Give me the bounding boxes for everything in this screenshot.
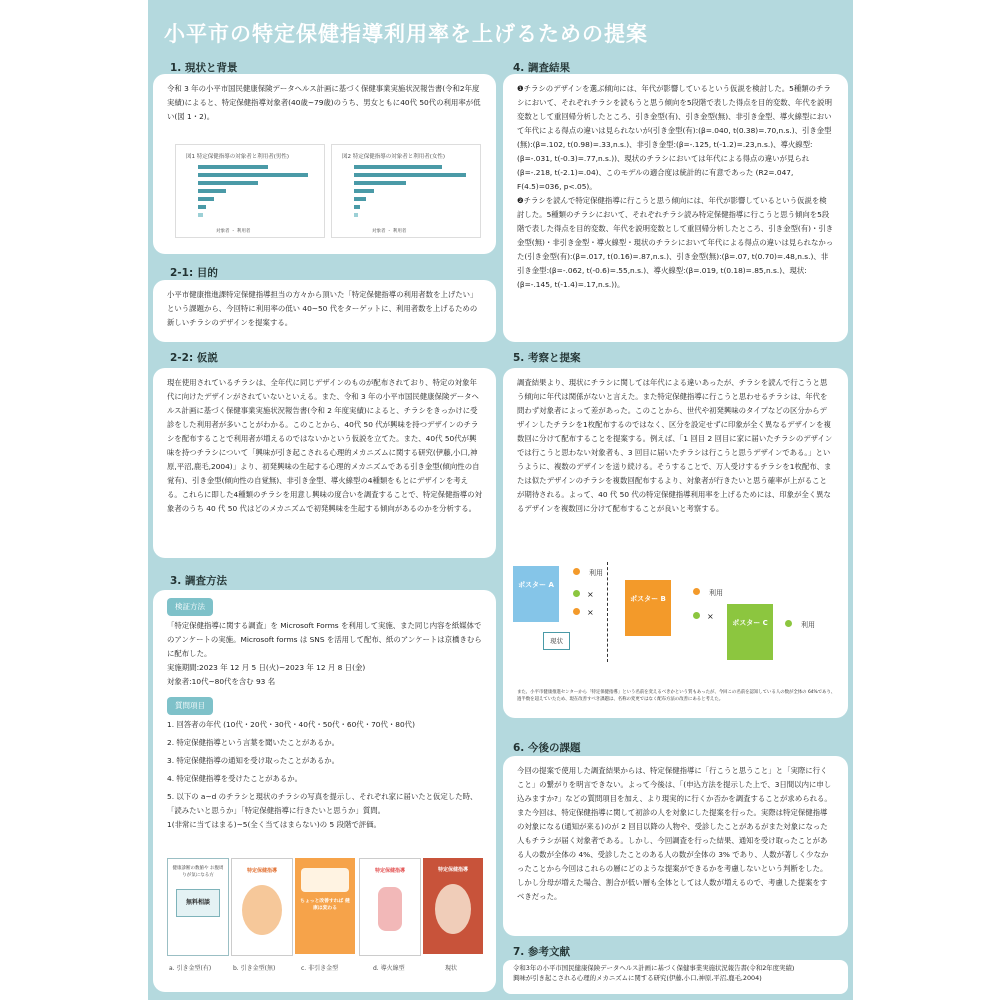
figure-1-bar <box>198 205 206 209</box>
target-text: 対象者:10代~80代を含む 93 名 <box>167 677 276 686</box>
figure-2-bar <box>354 197 366 201</box>
flyer-d-headline: 特定保健指導 <box>374 868 405 874</box>
section-heading-4: 4. 調査結果 <box>513 62 570 74</box>
section-1-text: 令和 3 年の小平市国民健康保険データヘルス計画に基づく保健事業実施状況報告書(令和2年度実績)によると、特定保健指導対象者(40歳~79歳)のうち、男女ともに40代 50代の利用率が低い(図 1・2)。 <box>167 84 481 121</box>
flyer-c <box>295 858 355 954</box>
period-text: 実施期間:2023 年 12 月 5 日(火)~2023 年 12 月 8 日(金) <box>167 663 366 672</box>
section-heading-1: 1. 現状と背景 <box>170 62 238 74</box>
figure-1-bar <box>198 197 214 201</box>
question-scale: 1(非常に当てはまる)~5(全く当てはまらない)の 5 段階で評価。 <box>167 820 381 829</box>
section-2-2-box <box>153 368 496 558</box>
section-3-box <box>153 590 496 992</box>
flyer-row <box>167 858 487 984</box>
flyer-label: a. 引き金型(有) <box>169 965 212 972</box>
flyer-label: c. 非引き金型 <box>301 965 339 972</box>
figure-2-bar <box>354 205 360 209</box>
question-item: 2. 特定保健指導という言葉を聞いたことがあるか。 <box>167 738 339 747</box>
flyer-d-illustration <box>378 887 402 931</box>
flyer-current-headline: 特定保健指導 <box>437 867 468 873</box>
divider-line <box>607 562 608 662</box>
figure-2-bar <box>354 165 442 169</box>
section-2-2-text: 現在使用されているチラシは、全年代に同じデザインのものが配布されており、特定の対象年代に向けたデザインがされていないといえる。また、令和 3 年の小平市国民健康保険データヘルス計画に基づく保健事業実施状況報告書(令和 2 年度実績)によると、チラシをきっかけに受診をした利用者が多いことがわかる。このことから、40代 50 代が興味を持つデザインのチラシを配布することで利用者が増えるのではないかという仮説を立てた。また、40代 50代が興味を持つチラシについて「興味が引き起こされる心理的メカニズムに関する研究(伊藤,小口,神原,平沼,鹿毛,2004)」より、初発興味の生起する心理的メカニズムである引き金型(傾向性の自覚有)、引き金型(傾向性の自覚無)、非引き金型、導火線型の4種類をもとにデザインを考える。これらに即した4種類のチラシを用意し興味の度合いを調査することで、特定保健指導の対象者のうち 40 代 50 代はどのメカニズムで初発興味を生起する傾向があるのかを分析する。 <box>167 378 482 513</box>
proposal-diagram <box>513 558 838 678</box>
flyer-a-badge: 無料相談 <box>176 889 220 917</box>
section-heading-7: 7. 参考文献 <box>513 946 570 958</box>
section-4-box <box>503 74 848 342</box>
flyer-label: b. 引き金型(無) <box>233 965 276 972</box>
poster-c: ポスター C <box>727 604 773 660</box>
flyer-current-illustration <box>435 884 471 934</box>
flyer-b-illustration <box>242 885 282 935</box>
legend-label: 対象者 <box>216 229 230 234</box>
reference-item: 令和3年の小平市国民健康保険データヘルス計画に基づく保健事業実施状況報告書(令和2年度実績) <box>513 964 795 972</box>
flyer-c-headline: ちょっと改善すれば 健康は変わる <box>300 899 350 911</box>
figure-2-title: 図2 特定保健指導の対象者と利用者(女性) <box>342 154 446 160</box>
figure-2 <box>331 144 481 238</box>
flyer-label: 現状 <box>445 965 458 972</box>
flyer-c-illustration <box>301 868 349 892</box>
flyer-current <box>423 858 483 954</box>
figure-1-bar <box>198 213 203 217</box>
future-text: 今回の提案で使用した調査結果からは、特定保健指導に「行こうと思うこと」と「実際に行くこと」の繋がりを明言できない。よって今後は、「(申込方法を提示した上で、3日間以内に申し込みますか?」などの質問項目を加え、より現実的に行くか否かを調査することが求められる。また今回は、特定保健指導に関して初診の人を対象にした提案を行った。実際は特定保健指導の対象になる(通知が来る)のが 2 回目以降の人物や、受診したことがあるがまた対象になった人もチラシが届く対象者である。しかし、今回調査を行った結果、通知を受け取ったことがある人の数が全体の 4%、受診したことのある人の数が全体の 3% であり、人数が著しく少なかったことから今回はこれらの層にどのような提案ができるかを考慮しないという判断をした。しかし分母が増えた場合、割合が低い層も全体としては人数が増えるので、考慮した提案をすべきだった。 <box>517 766 832 901</box>
flyer-label: d. 導火線型 <box>373 965 405 972</box>
poster-a: ポスター A <box>513 566 559 622</box>
figure-2-bar <box>354 189 374 193</box>
flyer-d <box>359 858 421 956</box>
result-2-text: ❷チラシを読んで特定保健指導に行こうと思う傾向には、年代が影響しているという仮説を検討した。5種類のチラシにおいて、それぞれチラシ読み特定保健指導に行こうと思う傾向を5段階で表した得点を目的変数、年代を説明変数として重回帰分析したところ、引き金型(有)・引き金型(無)・非引き金型・導火線型・現状のチラシにおいて年代による得点の違いは見られなかった(引き金型(有):(β=.017, t(0.16)=.87,n.s.)、引き金型(無):(β=.07, t(0.70)=.48,n.s.)、非引き金型:(β=-.062, t(-0.6)=.55,n.s.)、導火線型:(β=.019, t(0.18)=.85,n.s.)、現状:(β=-.145, t(-1.4)=.17,n.s.))。 <box>517 196 834 289</box>
flyer-a <box>167 858 229 956</box>
section-6-box <box>503 756 848 936</box>
figure-2-bar <box>354 181 406 185</box>
use-label: 利用 <box>709 589 723 597</box>
section-2-1-box <box>153 280 496 342</box>
figure-1 <box>175 144 325 238</box>
section-heading-2-1: 2-1: 目的 <box>170 267 218 279</box>
use-label: 利用 <box>589 569 603 577</box>
flyer-b-headline: 特定保健指導 <box>246 868 277 874</box>
legend-label: 対象者 <box>372 229 386 234</box>
figure-1-bar <box>198 181 258 185</box>
person-icon <box>693 612 700 619</box>
poster <box>148 0 853 1000</box>
section-2-1-text: 小平市健康推進課特定保健指導担当の方々から頂いた「特定保健指導の利用者数を上げたい」という課題から、今回特に利用率の低い 40~50 代をターゲットに、利用者数を上げるための新しいチラシのデザインを提案する。 <box>167 290 478 327</box>
person-icon <box>785 620 792 627</box>
figure-2-bar <box>354 173 466 177</box>
cross-mark: × <box>587 608 594 617</box>
poster-b: ポスター B <box>625 580 671 636</box>
figure-1-bar <box>198 173 308 177</box>
section-heading-3: 3. 調査方法 <box>170 575 227 587</box>
cross-mark: × <box>707 612 714 621</box>
proposal-text: 調査結果より、現状にチラシに関しては年代による違いあったが、チラシを読んで行こうと思う傾向に年代は関係がないと言えた。また特定保健指導に行こうと思わせるチラシは、年代を問わず対象者によって差があった。このことから、世代や初発興味のタイプなどの区分からデザインしたチラシを1枚配布するのではなく、区分を設定せずに印象が全く異なるデザインを複数回に分けて配布することを提案する。例えば、「1 回目 2 回目に家に届いたチラシのデザインでは行こうと思わない対象者も、3 回目に届いたチラシは行こうと思うデザインである。」というように、複数のデザインを送り続ける。そうすることで、万人受けするチラシを1枚配布、または似たデザインのチラシを複数回配布するより、対象者が行きたいと思う確率が上がることが期待される。よって、40 代 50 代の特定保健指導利用率を上げるためには、印象が全く異なるデザインを複数回に分けて配布することが良いと考察する。 <box>517 378 833 513</box>
method-text: 「特定保健指導に関する調査」を Microsoft Forms を利用して実施、また同じ内容を紙媒体でのアンケートの実施。Microsoft forms は SNS を活用して配布、紙のアンケートは京橋きむらに配布した。 <box>167 621 482 658</box>
legend-label: 利用者 <box>236 229 251 234</box>
figure-2-legend: 対象者 ・ 利用者 <box>372 229 407 234</box>
references-box <box>503 960 848 994</box>
figure-1-bar <box>198 189 226 193</box>
person-icon <box>573 608 580 615</box>
current-label: 現状 <box>543 632 570 650</box>
use-label: 利用 <box>801 621 815 629</box>
section-heading-6: 6. 今後の課題 <box>513 742 581 754</box>
questions-tag: 質問項目 <box>167 697 213 715</box>
question-item: 3. 特定保健指導の通知を受け取ったことがあるか。 <box>167 756 339 765</box>
question-item: 4. 特定保健指導を受けたことがあるか。 <box>167 774 303 783</box>
legend-label: 利用者 <box>392 229 407 234</box>
cross-mark: × <box>587 590 594 599</box>
poster-title: 小平市の特定保健指導利用率を上げるための提案 <box>164 22 648 46</box>
person-icon <box>573 590 580 597</box>
proposal-note: また、小平市健康推進センターから「特定保健指導」という名前を変えるべきかという質もあったが、今回この名前を認知している人の数が全体の 64%であり、過半数を超えていたため、現在改善すべき課題は、名称の変更ではなく配布方法の改善にあると考えた。 <box>517 690 836 702</box>
person-icon <box>573 568 580 575</box>
question-item: 5. 以下の a~d のチラシと現状のチラシの写真を提示し、それぞれ家に届いたと仮定した時、「読みたいと思うか」「特定保健指導に行きたいと思うか」質問。 <box>167 792 478 815</box>
method-tag: 検証方法 <box>167 598 213 616</box>
flyer-a-headline: 健康診断の数値や お腹周りが気になる方 <box>172 866 224 878</box>
figure-1-title: 図1 特定保健指導の対象者と利用者(男性) <box>186 154 290 160</box>
section-heading-2-2: 2-2: 仮説 <box>170 352 218 364</box>
section-1-box <box>153 74 496 254</box>
flyer-b <box>231 858 293 956</box>
reference-item: 興味が引き起こされる心理的メカニズムに関する研究(伊藤,小口,神原,平沼,鹿毛,2004) <box>513 974 762 982</box>
section-5-box <box>503 368 848 718</box>
section-heading-5: 5. 考察と提案 <box>513 352 581 364</box>
figure-2-bar <box>354 213 358 217</box>
question-item: 1. 回答者の年代 (10代・20代・30代・40代・50代・60代・70代・80代) <box>167 720 415 729</box>
figure-1-bar <box>198 165 268 169</box>
person-icon <box>693 588 700 595</box>
figure-1-legend: 対象者 ・ 利用者 <box>216 229 251 234</box>
result-1-text: ❶チラシのデザインを選ぶ傾向には、年代が影響しているという仮説を検討した。5種類のチラシにおいて、それぞれチラシを読もうと思う傾向を5段階で表した得点を目的変数、年代を説明変数として重回帰分析したところ、引き金型(有)、引き金型(無)、非引き金型、導火線型において年代による得点の違いは見られないが(引き金型(有):(β=.040, t(0.38)=.70,n.s.)、引き金型(無):(β=.102, t(0.98)=.33,n.s.)、非引き金型:(β=-.125, t(-1.2)=.23,n.s.)、導火線型:(β=-.031, t(-0.3)=.77,n.s.))、現状のチラシにおいては年代による得点の違いが見られ (β=-.218, t(-2.1)=.04)、このモデルの適合度は統計的に有意であった (R2=.047, F(4.5)=036, p<.05)。 <box>517 84 832 191</box>
